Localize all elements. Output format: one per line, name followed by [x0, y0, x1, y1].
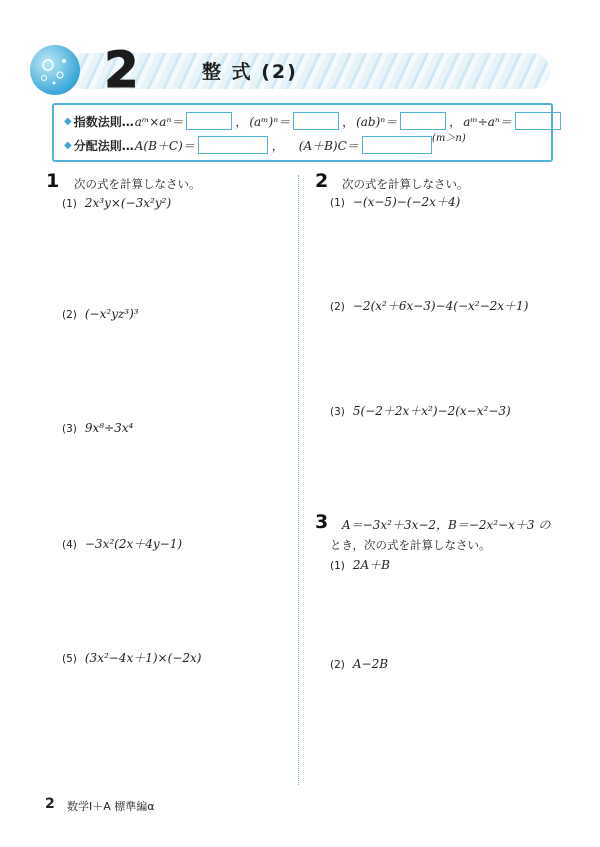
item-expression: (−x²yz³)³ [84, 307, 139, 321]
problem-1-item-2 [62, 307, 139, 321]
problem-2-number: 2 [315, 170, 329, 192]
rule-product-expr: aᵐ×aⁿ＝ [134, 114, 184, 129]
problem-3-item-2 [330, 657, 388, 671]
item-index: (3) [62, 423, 77, 435]
rule-product-power-expr: (ab)ⁿ＝ [356, 114, 398, 129]
problem-1-instruction: 次の式を計算しなさい。 [74, 177, 201, 191]
formula-box [52, 103, 553, 162]
item-expression: −(x−5)−(−2x＋4) [352, 195, 461, 209]
unit-number: 2 [104, 41, 139, 99]
diamond-bullet-icon: ◆ [64, 139, 72, 151]
separator: ， [235, 114, 248, 129]
answer-blank[interactable] [186, 112, 232, 130]
problem-1-item-5 [62, 649, 201, 666]
answer-blank[interactable] [293, 112, 339, 130]
problem-3-condition: A＝−3x²＋3x−2，B＝−2x²−x＋3 の [342, 518, 551, 532]
problem-3-instruction: とき，次の式を計算しなさい。 [330, 538, 491, 552]
item-expression: 2A＋B [352, 558, 390, 572]
separator: ， [271, 138, 284, 153]
item-index: (3) [330, 406, 345, 418]
problem-2-item-2 [330, 297, 528, 314]
item-expression: −3x²(2x＋4y−1) [84, 537, 183, 551]
item-expression: A−2B [352, 657, 389, 671]
problem-1-item-1 [62, 196, 171, 210]
problem-3-number: 3 [315, 511, 329, 533]
rule-distributive-right-expr: (A＋B)C＝ [298, 138, 359, 153]
book-title: 数学Ⅰ＋A 標準編α [67, 800, 155, 813]
item-index: (4) [62, 539, 77, 551]
problem-2-item-1 [330, 193, 460, 210]
item-index: (2) [330, 301, 345, 313]
column-divider [298, 175, 299, 785]
item-expression: 2x³y×(−3x²y²) [84, 196, 172, 210]
exponent-rules-row [64, 112, 563, 130]
item-index: (5) [62, 653, 77, 665]
rule-quotient-expr: aᵐ÷aⁿ＝ [463, 114, 512, 129]
page-header [30, 41, 550, 99]
quotient-condition: (m＞n) [432, 133, 466, 144]
problem-1-number: 1 [46, 170, 60, 192]
problem-1-item-3 [62, 421, 133, 435]
rule-distributive-left-expr: A(B＋C)＝ [134, 138, 195, 153]
page-number: 2 [45, 796, 55, 812]
bubble-circle-icon [30, 45, 80, 95]
problem-2-instruction: 次の式を計算しなさい。 [342, 177, 469, 191]
item-index: (1) [330, 197, 345, 209]
item-expression: −2(x²＋6x−3)−4(−x²−2x＋1) [352, 299, 529, 313]
answer-blank[interactable] [515, 112, 561, 130]
exponent-rules-label: 指数法則… [73, 114, 134, 129]
distributive-rules-row [64, 136, 434, 154]
answer-blank[interactable] [362, 136, 432, 154]
item-index: (1) [62, 198, 77, 210]
item-index: (2) [330, 659, 345, 671]
separator: ， [449, 114, 462, 129]
rule-power-expr: (aᵐ)ⁿ＝ [249, 114, 291, 129]
separator: ， [342, 114, 355, 129]
problem-2-item-3 [330, 402, 511, 419]
answer-blank[interactable] [400, 112, 446, 130]
item-expression: 5(−2＋2x＋x²)−2(x−x²−3) [352, 404, 511, 418]
problem-3-item-1 [330, 556, 390, 573]
item-expression: (3x²−4x＋1)×(−2x) [84, 651, 202, 665]
page-title: 整 式 (2) [202, 61, 298, 83]
distributive-rules-label: 分配法則… [73, 138, 134, 153]
problem-1-item-4 [62, 535, 182, 552]
item-expression: 9x⁸÷3x⁴ [84, 421, 134, 435]
item-index: (2) [62, 309, 77, 321]
item-index: (1) [330, 560, 345, 572]
answer-blank[interactable] [198, 136, 268, 154]
diamond-bullet-icon: ◆ [64, 115, 72, 127]
